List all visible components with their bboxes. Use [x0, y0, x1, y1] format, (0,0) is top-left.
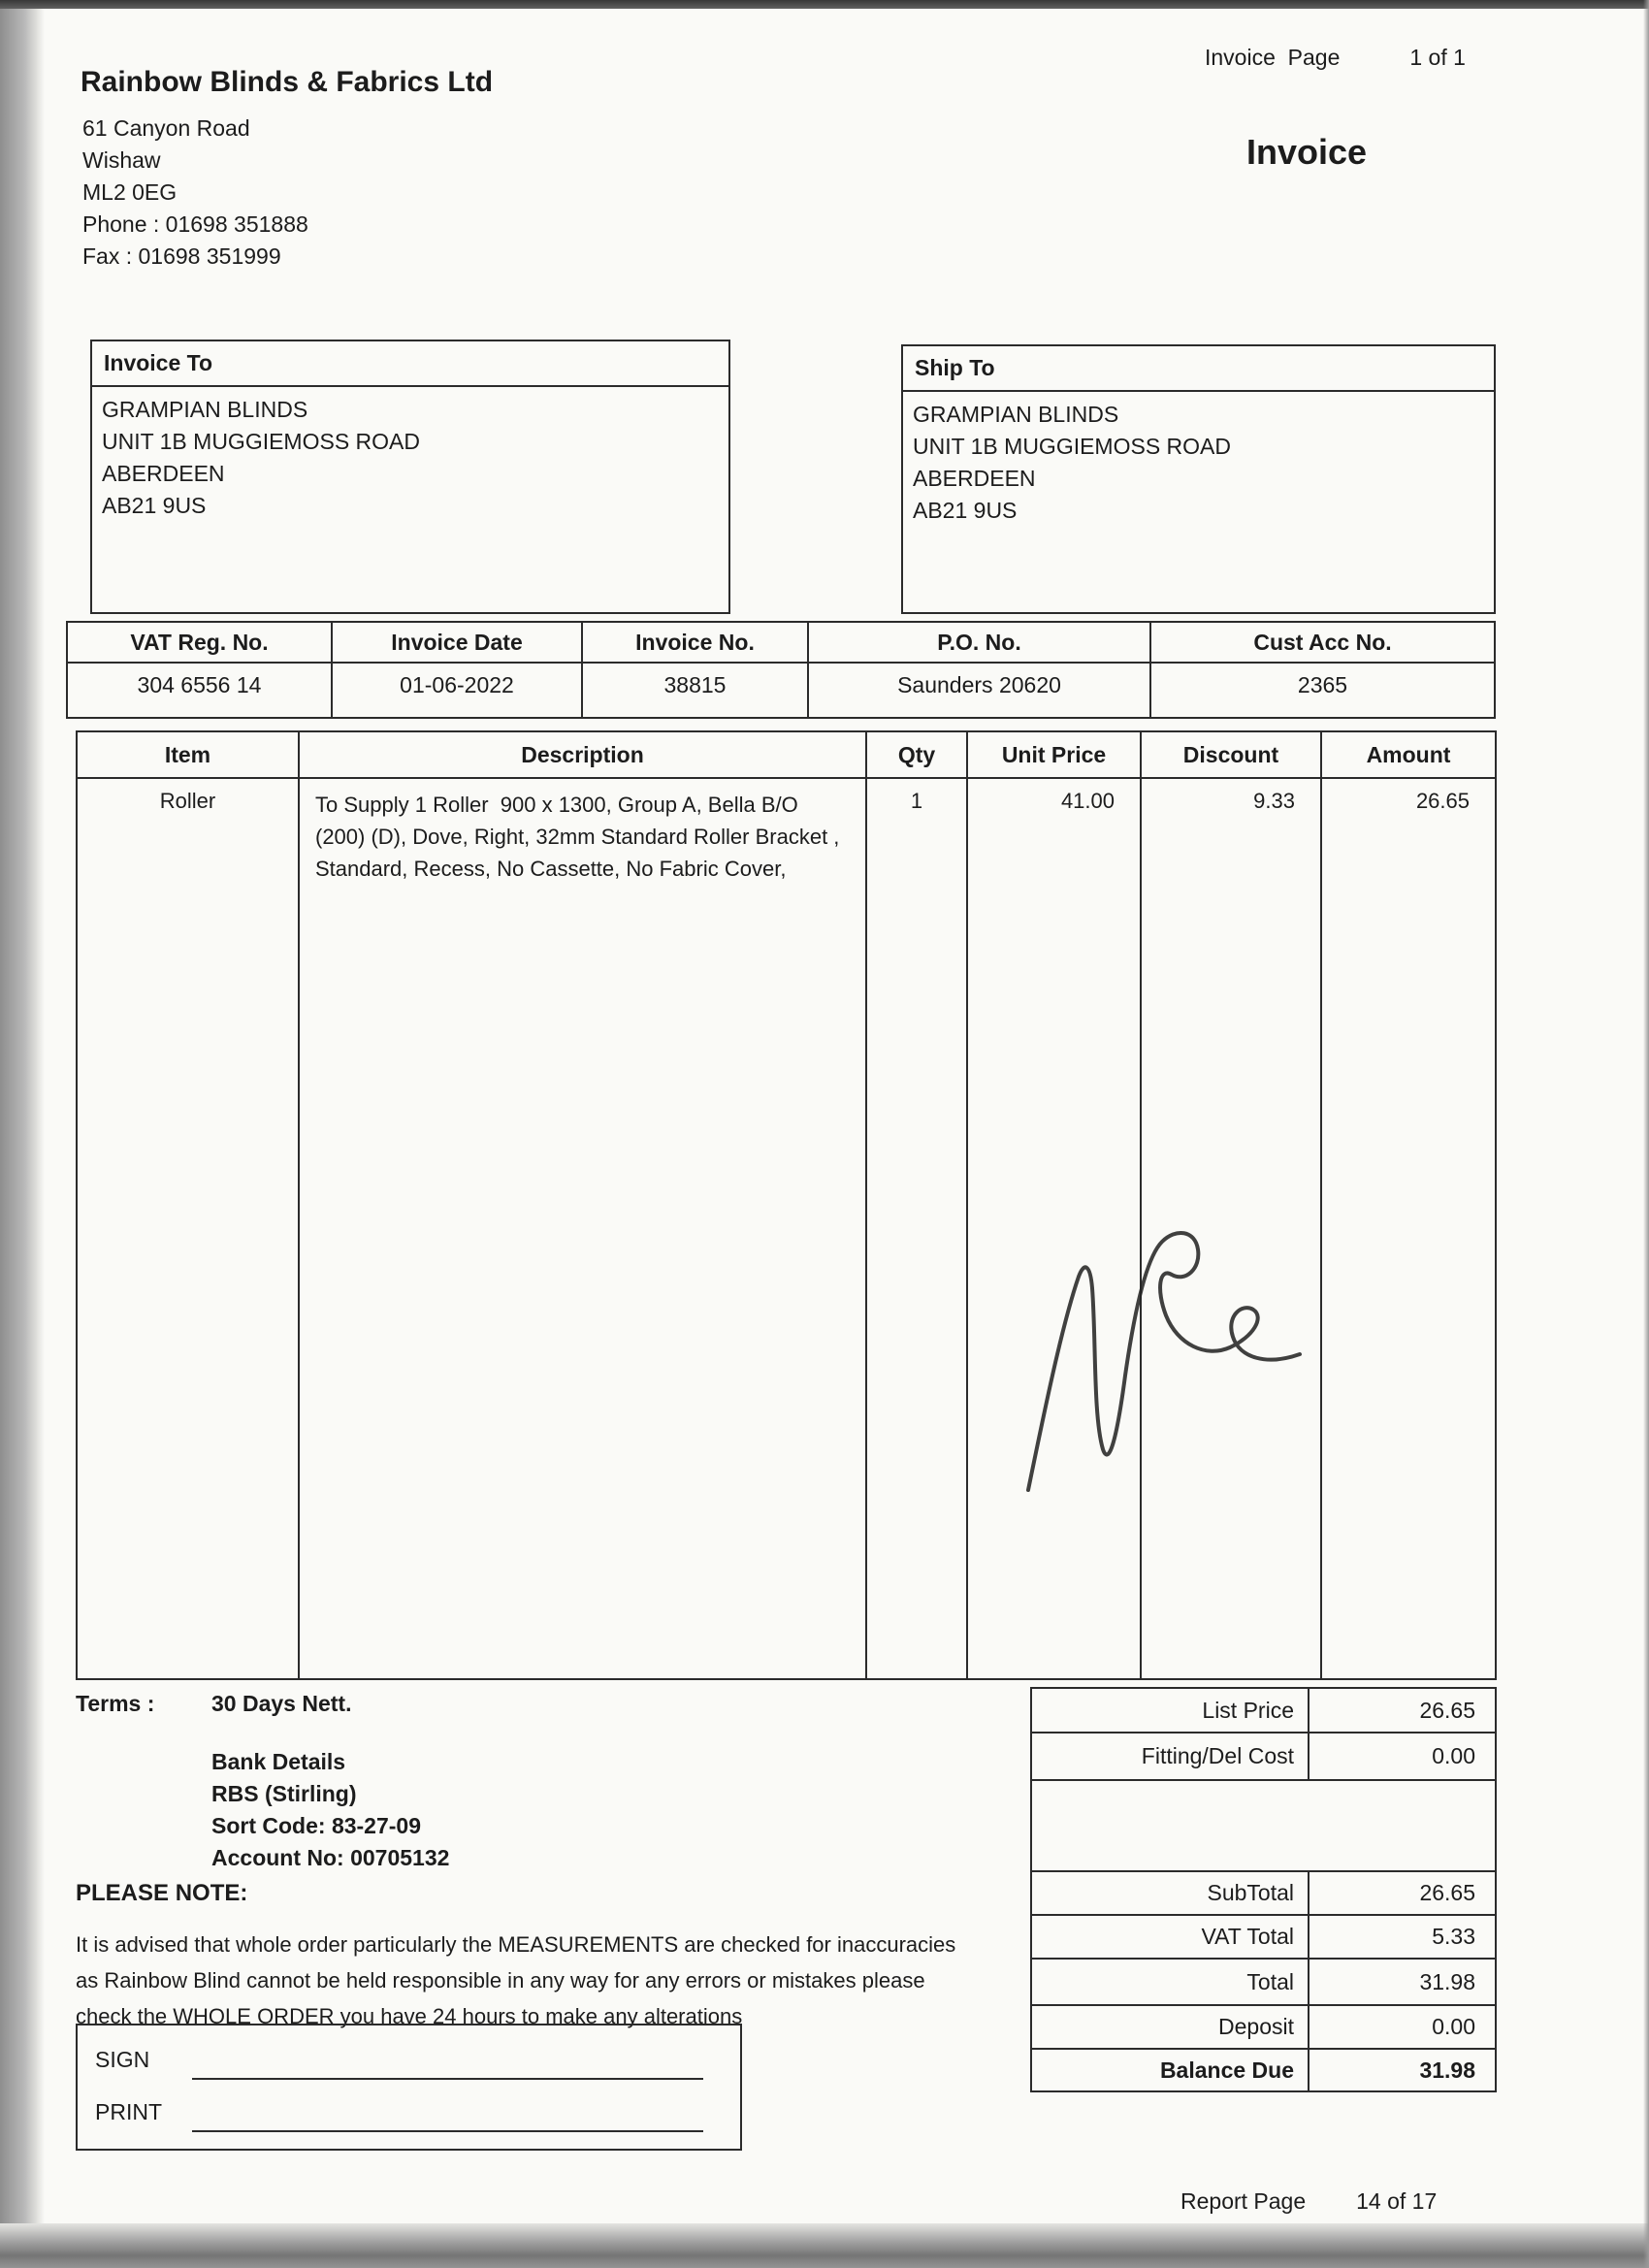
bank-details [211, 1746, 449, 1874]
totals-spacer [1032, 1781, 1310, 1870]
company-address-line: 61 Canyon Road [82, 115, 250, 141]
invoice-to-line: ABERDEEN [102, 461, 225, 486]
totals-value: 5.33 [1432, 1924, 1475, 1949]
ship-to-line: ABERDEEN [913, 466, 1036, 491]
info-header-po-no: P.O. No. [809, 623, 1151, 664]
report-page-indicator [1180, 2188, 1437, 2215]
bank-account-no: Account No: 00705132 [211, 1845, 450, 1870]
sign-label: SIGN [95, 2047, 150, 2072]
totals-label: Fitting/Del Cost [1032, 1733, 1310, 1779]
ship-to-address [903, 392, 1494, 534]
sign-line [192, 2078, 703, 2080]
invoice-page-label: Invoice Page [1205, 45, 1341, 70]
report-page-value: 14 of 17 [1356, 2188, 1438, 2214]
invoice-info-table [66, 621, 1496, 719]
scan-edge-left [0, 0, 45, 2268]
bank-details-heading: Bank Details [211, 1749, 346, 1774]
ship-to-box [901, 344, 1496, 614]
items-header-unit-price: Unit Price [968, 732, 1142, 779]
totals-label: Total [1032, 1960, 1310, 2004]
terms-label: Terms : [76, 1691, 155, 1716]
invoice-to-line: AB21 9US [102, 493, 207, 518]
company-name: Rainbow Blinds & Fabrics Ltd [81, 66, 494, 98]
info-header-invoice-no: Invoice No. [583, 623, 809, 664]
totals-value: 31.98 [1419, 2057, 1475, 2083]
totals-row-deposit [1032, 2006, 1495, 2050]
terms-value: 30 Days Nett. [211, 1691, 352, 1716]
totals-row-list-price [1032, 1689, 1495, 1733]
invoice-to-address [92, 387, 728, 529]
info-header-cust-acc: Cust Acc No. [1151, 623, 1494, 664]
report-page-label: Report Page [1180, 2188, 1307, 2214]
invoice-to-line: GRAMPIAN BLINDS [102, 397, 308, 422]
totals-row-total [1032, 1960, 1495, 2006]
item-unit-price: 41.00 [968, 779, 1142, 1678]
company-address-line: ML2 0EG [82, 179, 178, 205]
item-amount: 26.65 [1415, 789, 1470, 813]
signature-scribble [1011, 1220, 1321, 1511]
totals-row-balance-due [1032, 2050, 1495, 2090]
invoice-to-box [90, 340, 730, 614]
info-value-po-no: Saunders 20620 [809, 664, 1151, 717]
totals-row-fitting-del-cost [1032, 1733, 1495, 1781]
ship-to-line: AB21 9US [913, 498, 1018, 523]
invoice-to-line: UNIT 1B MUGGIEMOSS ROAD [102, 429, 421, 454]
scan-edge-top [0, 0, 1649, 9]
totals-label: Balance Due [1032, 2050, 1310, 2090]
totals-value: 26.65 [1419, 1880, 1475, 1905]
totals-row-vat-total [1032, 1916, 1495, 1960]
info-value-invoice-no: 38815 [583, 664, 809, 717]
scan-edge-right [1643, 0, 1649, 2268]
item-qty: 1 [867, 779, 968, 1678]
ship-to-line: GRAMPIAN BLINDS [913, 402, 1119, 427]
totals-label: List Price [1032, 1689, 1310, 1732]
item-discount: 9.33 [1142, 779, 1322, 1678]
item-description: To Supply 1 Roller 900 x 1300, Group A, Bella B/O (200) (D), Dove, Right, 32mm Standard Roller Bracket , Standard, Recess, No Cassette, No Fabric Cover, [300, 779, 867, 1678]
document-title: Invoice [1246, 132, 1368, 172]
items-header-discount: Discount [1142, 732, 1322, 779]
totals-label: Deposit [1032, 2006, 1310, 2048]
totals-value: 0.00 [1432, 1743, 1475, 1768]
scan-edge-bottom [0, 2223, 1649, 2268]
items-header-description: Description [300, 732, 867, 779]
items-header-amount: Amount [1322, 732, 1495, 779]
info-header-invoice-date: Invoice Date [333, 623, 583, 664]
totals-spacer-row [1032, 1781, 1495, 1872]
ship-to-heading: Ship To [903, 346, 1494, 392]
info-value-vat-reg: 304 6556 14 [68, 664, 333, 717]
company-phone: Phone : 01698 351888 [82, 211, 308, 237]
please-note-heading: PLEASE NOTE: [76, 1880, 248, 1906]
totals-row-subtotal [1032, 1872, 1495, 1916]
please-note-body: It is advised that whole order particularly the MEASUREMENTS are checked for inaccuracies as Rainbow Blind cannot be held responsible in any way for any errors or mistakes please check the WHOLE ORDER you have 24 hours to make any alterations [76, 1932, 956, 2028]
totals-box [1030, 1687, 1497, 2092]
totals-value: 26.65 [1419, 1697, 1475, 1723]
company-address [82, 113, 308, 273]
info-value-invoice-date: 01-06-2022 [333, 664, 583, 717]
bank-sort-code: Sort Code: 83-27-09 [211, 1813, 422, 1838]
totals-value: 31.98 [1419, 1968, 1475, 1994]
invoice-page-value: 1 of 1 [1409, 45, 1466, 70]
totals-label: VAT Total [1032, 1916, 1310, 1958]
ship-to-line: UNIT 1B MUGGIEMOSS ROAD [913, 434, 1232, 459]
invoice-to-heading: Invoice To [92, 341, 728, 387]
info-header-vat-reg: VAT Reg. No. [68, 623, 333, 664]
items-header-item: Item [78, 732, 300, 779]
items-header-qty: Qty [867, 732, 968, 779]
terms-row [76, 1691, 351, 1717]
item-name: Roller [78, 779, 300, 1678]
totals-value: 0.00 [1432, 2014, 1475, 2039]
print-line [192, 2130, 703, 2132]
bank-name: RBS (Stirling) [211, 1781, 357, 1806]
print-label: PRINT [95, 2099, 162, 2124]
info-value-cust-acc: 2365 [1297, 672, 1348, 697]
sign-print-box [76, 2024, 742, 2151]
company-fax: Fax : 01698 351999 [82, 243, 281, 269]
company-address-line: Wishaw [82, 147, 161, 173]
invoice-page-indicator [1205, 45, 1466, 71]
line-items-table [76, 730, 1497, 1680]
totals-label: SubTotal [1032, 1872, 1310, 1914]
